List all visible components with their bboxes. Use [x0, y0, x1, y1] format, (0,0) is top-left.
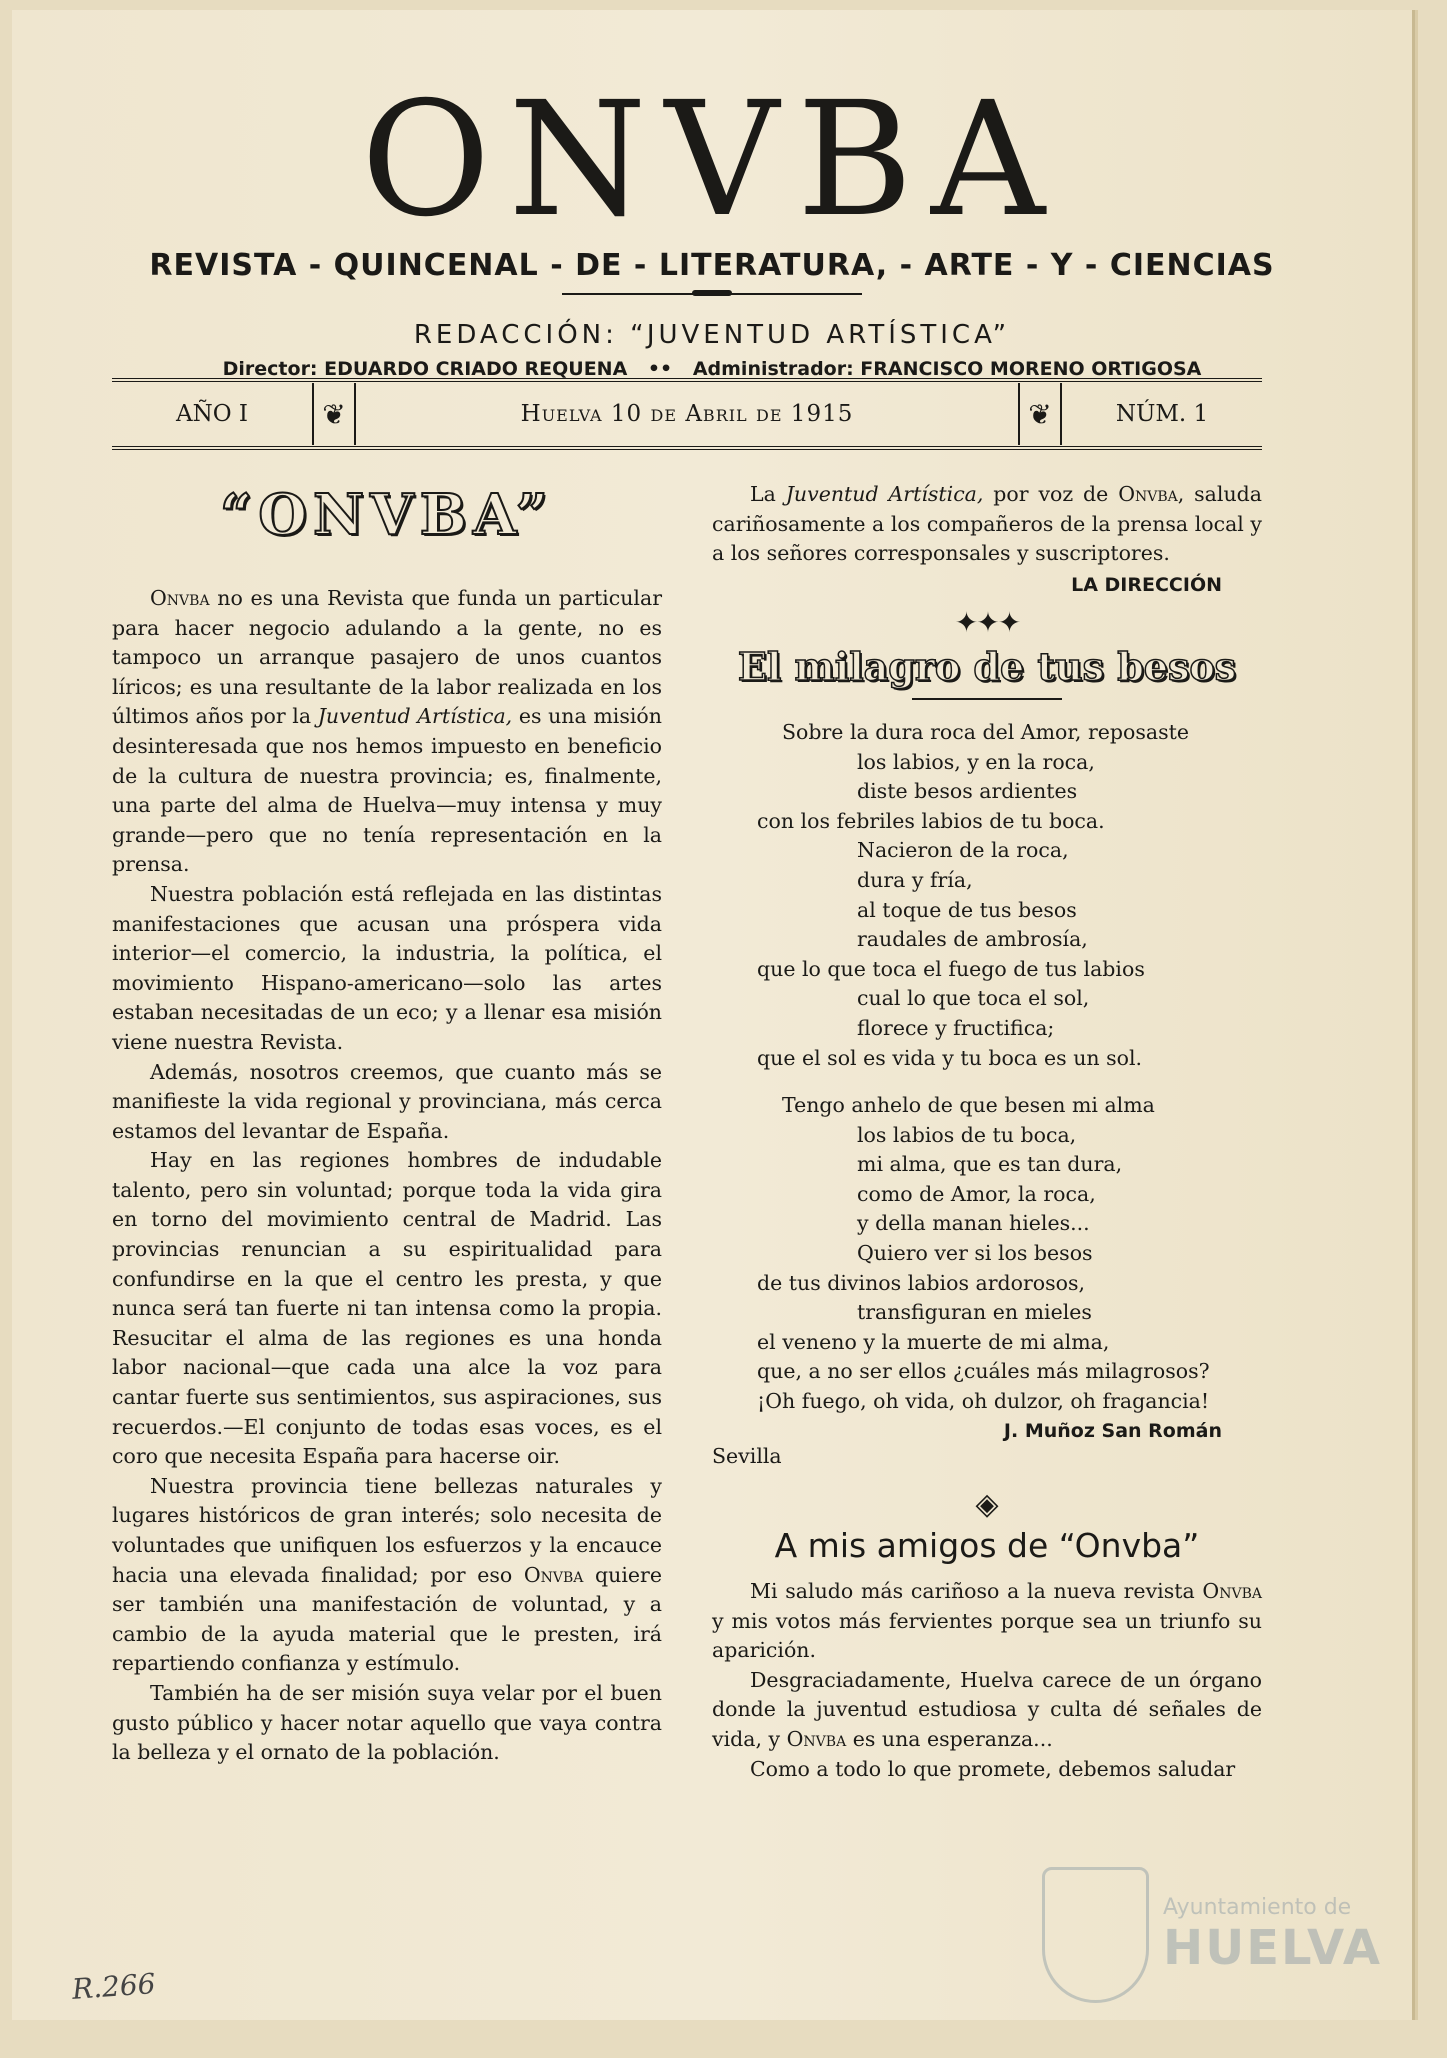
saludo-signature: LA DIRECCIÓN	[1071, 573, 1222, 596]
small-caps-name: Onvba,	[1118, 482, 1185, 506]
article-paragraph: Además, nosotros creemos, que cuanto más se manifieste la vida regional y provinciana, más cerca estamos del levantar de España.	[112, 1059, 662, 1143]
poem-line: de tus divinos labios ardorosos,	[757, 1270, 1086, 1295]
article-paragraph	[112, 1472, 662, 1679]
poem-line: florece y fructifica;	[857, 1015, 1055, 1040]
director-credit: Director: EDUARDO CRIADO REQUENA	[222, 358, 628, 380]
text-run: Mi saludo más cariñoso a la nueva revista	[750, 1579, 1203, 1603]
text-run: Nuestra provincia tiene bellezas naturales y lugares históricos de gran interés; solo necesita de voluntades que unifiquen los esfuerzos y la encauce hacia una elevada finalidad; por eso	[112, 1473, 662, 1587]
fleuron-icon: ❦	[1018, 383, 1062, 445]
article-heading-amigos: A mis amigos de “Onvba”	[774, 1526, 1200, 1566]
diamond-ornament-icon: ◈	[975, 1486, 999, 1522]
issue-number: NÚM. 1	[1115, 401, 1209, 427]
text-run: por voz de	[983, 482, 1119, 506]
poem-line: mi alma, que es tan dura,	[857, 1152, 1123, 1177]
poem-line: transfiguran en mieles	[857, 1300, 1092, 1325]
staff-line	[12, 358, 1412, 380]
poem-line: y della manan hieles...	[857, 1211, 1090, 1236]
fleuron-icon: ❦	[312, 383, 356, 445]
left-column	[112, 480, 662, 1768]
ornament-icon: ✦✦✦	[954, 606, 1020, 640]
text-run: quiere ser también una manifestación de voluntad, y a cambio de la ayuda material que le presten, irá repartiendo confianza y estímulo.	[112, 1562, 662, 1676]
watermark-line: Ayuntamiento de	[1163, 1894, 1352, 1920]
newspaper-page	[12, 10, 1412, 2020]
text-run: y mis votos más fervientes porque sea un triunfo su aparición.	[712, 1608, 1262, 1663]
poem-line: los labios de tu boca,	[857, 1122, 1077, 1147]
poem-place: Sevilla	[712, 1444, 782, 1469]
administrador-credit: Administrador: FRANCISCO MORENO ORTIGOSA	[692, 358, 1202, 380]
issue-date: Huelva 10 de Abril de 1915	[520, 401, 854, 427]
poem-author: J. Muñoz San Román	[1003, 1419, 1222, 1442]
poem-line: diste besos ardientes	[857, 779, 1078, 804]
poem-line: como de Amor, la roca,	[857, 1181, 1096, 1206]
text-run: Desgraciadamente, Huelva carece de un órgano donde la juventud estudiosa y culta dé señales de vida, y	[712, 1667, 1262, 1751]
poem-line: al toque de tus besos	[857, 897, 1077, 922]
right-column	[712, 480, 1262, 1784]
small-caps-name: Onvba	[150, 586, 210, 610]
poem-line: con los febriles labios de tu boca.	[757, 808, 1105, 833]
small-caps-name: Onvba	[1202, 1579, 1262, 1603]
watermark-seal	[1042, 1870, 1382, 2000]
poem-title: El milagro de tus besos	[737, 643, 1237, 689]
text-run: no es una Revista que funda un particular para hacer negocio adulando a la gente, no es tampoco un arranque pasajero de unos cuantos líricos; es una resultante de la labor realizada en los últimos años por la	[112, 586, 662, 729]
article-heading-onvba: “ONVBA”	[220, 482, 554, 548]
poem-line: los labios, y en la roca,	[857, 749, 1095, 774]
poem-line: cual lo que toca el sol,	[857, 986, 1090, 1011]
small-caps-name: Onvba	[523, 1562, 584, 1587]
newspaper-title: ONVBA	[360, 68, 1064, 252]
poem-line: que lo que toca el fuego de tus labios	[757, 956, 1145, 981]
poem-body	[757, 718, 1262, 1417]
redaccion-line: REDACCIÓN: “JUVENTUD ARTÍSTICA”	[413, 320, 1011, 350]
stanza-gap	[757, 1073, 1262, 1091]
article-paragraph: Hay en las regiones hombres de indudable talento, pero sin voluntad; porque toda la vida gira en torno del movimiento central de Madrid. Las provincias renuncian a su espiritualidad para confundirse en la que el centro les presta, y que nunca será tan fuerte ni tan intensa como la propia. Resucitar el alma de las regiones es una honda labor nacional—que cada una alce la voz para cantar fuerte sus sentimientos, sus aspiraciones, sus recuerdos.—El conjunto de todas esas voces, es el coro que necesita España para hacerse oir.	[112, 1148, 662, 1469]
text-run: es una esperanza...	[846, 1726, 1053, 1751]
watermark-line: HUELVA	[1163, 1919, 1382, 1976]
article-paragraph	[112, 584, 662, 880]
article-paragraph: También ha de ser misión suya velar por el buen gusto público y hacer notar aquello que vaya contra la belleza y el ornato de la población.	[112, 1680, 662, 1765]
handwritten-archive-note: R.266	[70, 1967, 157, 2006]
amigos-paragraph	[712, 1666, 1262, 1755]
poem-line: ¡Oh fuego, oh vida, oh dulzor, oh fragancia!	[757, 1389, 1210, 1414]
amigos-paragraph: Como a todo lo que promete, debemos saludar	[750, 1756, 1236, 1781]
coat-of-arms-icon	[1042, 1867, 1149, 2003]
title-rule	[912, 698, 1062, 700]
poem-line: que, a no ser ellos ¿cuáles más milagrosos?	[757, 1359, 1210, 1384]
issue-info-bar	[112, 378, 1262, 450]
issue-year: AÑO I	[176, 401, 248, 427]
poem-line: Nacieron de la roca,	[857, 838, 1069, 863]
poem-line: el veneno y la muerte de mi alma,	[757, 1329, 1110, 1354]
saludo-paragraph	[712, 480, 1262, 569]
italic-run: Juventud Artística,	[785, 482, 984, 506]
article-paragraph: Nuestra población está reflejada en las distintas manifestaciones que acusan una próspera vida interior—el comercio, la industria, la política, el movimiento Hispano-americano—solo las artes estaban necesitadas de un eco; y a llenar esa misión viene nuestra Revista.	[112, 881, 662, 1054]
poem-line: Quiero ver si los besos	[857, 1241, 1093, 1266]
watermark-text	[1163, 1895, 1382, 1976]
staff-separator: ••	[647, 358, 673, 380]
italic-run: Juventud Artística,	[317, 704, 513, 729]
masthead	[12, 68, 1412, 380]
text-run: La	[750, 482, 786, 506]
masthead-divider	[562, 293, 862, 298]
poem-line: que el sol es vida y tu boca es un sol.	[757, 1045, 1143, 1070]
poem-line: dura y fría,	[857, 867, 973, 892]
text-run: saluda cariñosamente a los compañeros de la prensa local y a los señores corresponsales y suscriptores.	[712, 482, 1263, 566]
amigos-paragraph	[712, 1577, 1262, 1666]
poem-line: Tengo anhelo de que besen mi alma	[782, 1093, 1155, 1118]
poem-line: Sobre la dura roca del Amor, reposaste	[782, 719, 1189, 744]
poem-line: raudales de ambrosía,	[857, 927, 1088, 952]
small-caps-name: Onvba	[786, 1726, 847, 1751]
text-run: es una misión desinteresada que nos hemos impuesto en beneficio de la cultura de nuestra provincia; es, finalmente, una parte del alma de Huelva—muy intensa y muy grande—pero que no tenía representación en la prensa.	[112, 704, 662, 877]
newspaper-subtitle: REVISTA - QUINCENAL - DE - LITERATURA, - ARTE - Y - CIENCIAS	[149, 248, 1275, 283]
